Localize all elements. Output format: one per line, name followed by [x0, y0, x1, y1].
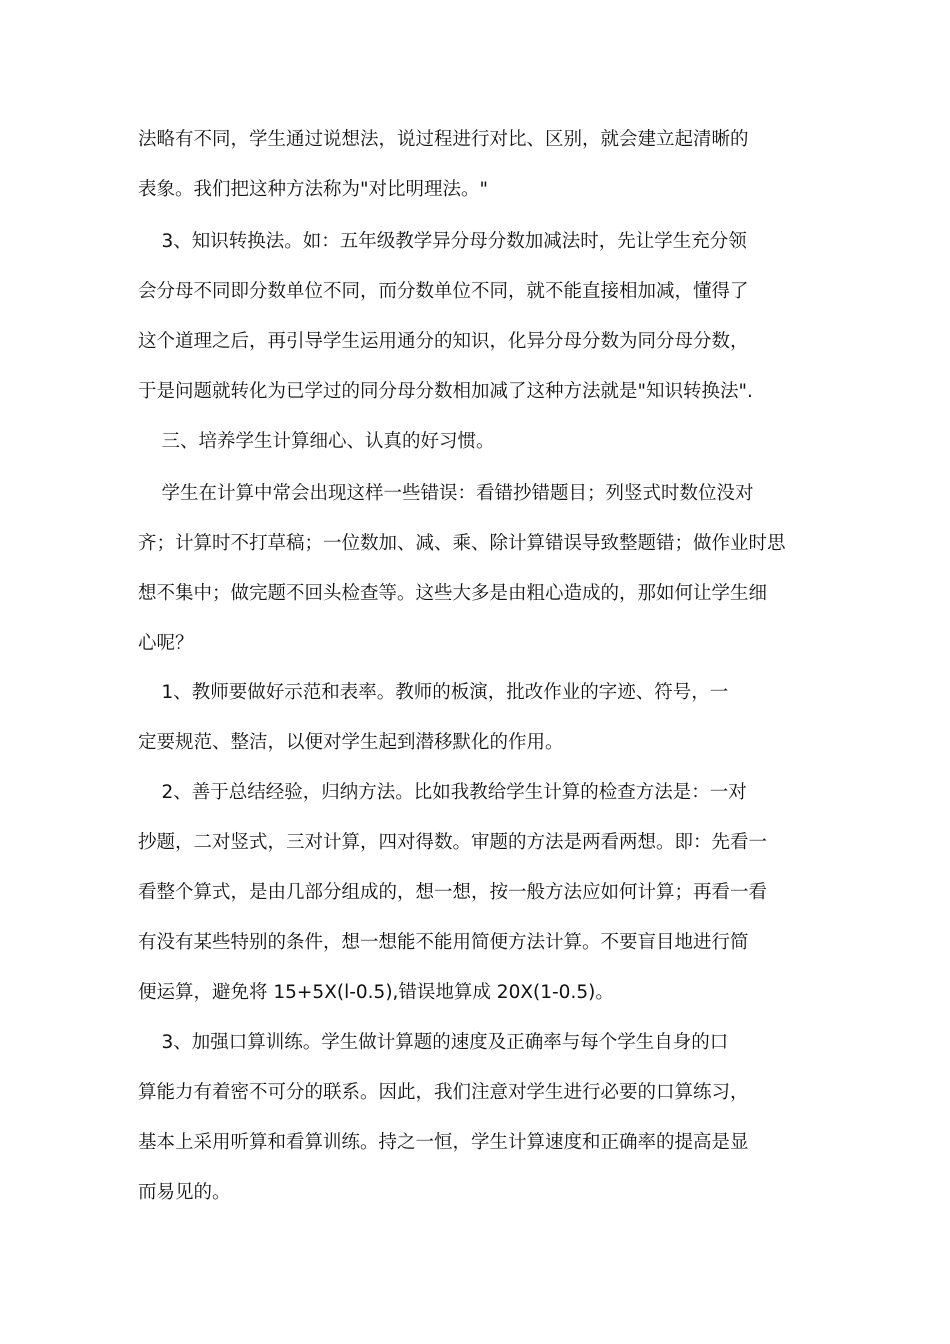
text-line: 有没有某些特别的条件，想一想能不能用简便方法计算。不要盲目地进行简: [138, 932, 749, 953]
paragraph-oral-training: [138, 1018, 818, 1218]
text-line: 会分母不同即分数单位不同，而分数单位不同，就不能直接相加减，懂得了: [138, 281, 749, 302]
text-line: 3、知识转换法。如：五年级教学异分母分数加减法时，先让学生充分领: [138, 231, 747, 252]
text-line: 1、教师要做好示范和表率。教师的板演，批改作业的字迹、符号，一: [138, 682, 729, 703]
paragraph-summarize-methods: [138, 768, 818, 1018]
text-line: 学生在计算中常会出现这样一些错误：看错抄错题目；列竖式时数位没对: [138, 483, 754, 504]
text-line: 齐；计算时不打草稿；一位数加、减、乘、除计算错误导致整题错；做作业时思: [138, 533, 786, 554]
text-line: 这个道理之后，再引导学生运用通分的知识，化异分母分数为同分母分数，: [138, 331, 749, 352]
text-line: 便运算，避免将 15+5X(l-0.5),错误地算成 20X(1-0.5)。: [138, 982, 614, 1003]
text-line: 心呢？: [138, 633, 194, 654]
text-line: 抄题，二对竖式，三对计算，四对得数。审题的方法是两看两想。即：先看一: [138, 832, 768, 853]
text-line: 三、培养学生计算细心、认真的好习惯。: [138, 431, 495, 452]
text-line: 而易见的。: [138, 1182, 231, 1203]
paragraph-common-errors: [138, 469, 818, 669]
text-line: 定要规范、整洁，以便对学生起到潜移默化的作用。: [138, 732, 564, 753]
section-heading-three: [138, 417, 818, 467]
text-line: 算能力有着密不可分的联系。因此，我们注意对学生进行必要的口算练习，: [138, 1082, 749, 1103]
text-line: 2、善于总结经验，归纳方法。比如我教给学生计算的检查方法是：一对: [138, 782, 747, 803]
text-line: 基本上采用听算和看算训练。持之一恒，学生计算速度和正确率的提高是显: [138, 1132, 749, 1153]
text-line: 看整个算式，是由几部分组成的，想一想，按一般方法应如何计算；再看一看: [138, 882, 768, 903]
text-line: 法略有不同，学生通过说想法，说过程进行对比、区别，就会建立起清晰的: [138, 129, 749, 150]
paragraph-teacher-example: [138, 668, 818, 768]
text-line: 3、加强口算训练。学生做计算题的速度及正确率与每个学生自身的口: [138, 1032, 729, 1053]
paragraph-contrast-method-end: [138, 115, 818, 215]
text-line: 表象。我们把这种方法称为"对比明理法。": [138, 179, 489, 200]
text-line: 于是问题就转化为已学过的同分母分数相加减了这种方法就是"知识转换法".: [138, 381, 753, 402]
text-line: 想不集中；做完题不回头检查等。这些大多是由粗心造成的，那如何让学生细: [138, 583, 768, 604]
paragraph-knowledge-conversion: [138, 217, 818, 417]
